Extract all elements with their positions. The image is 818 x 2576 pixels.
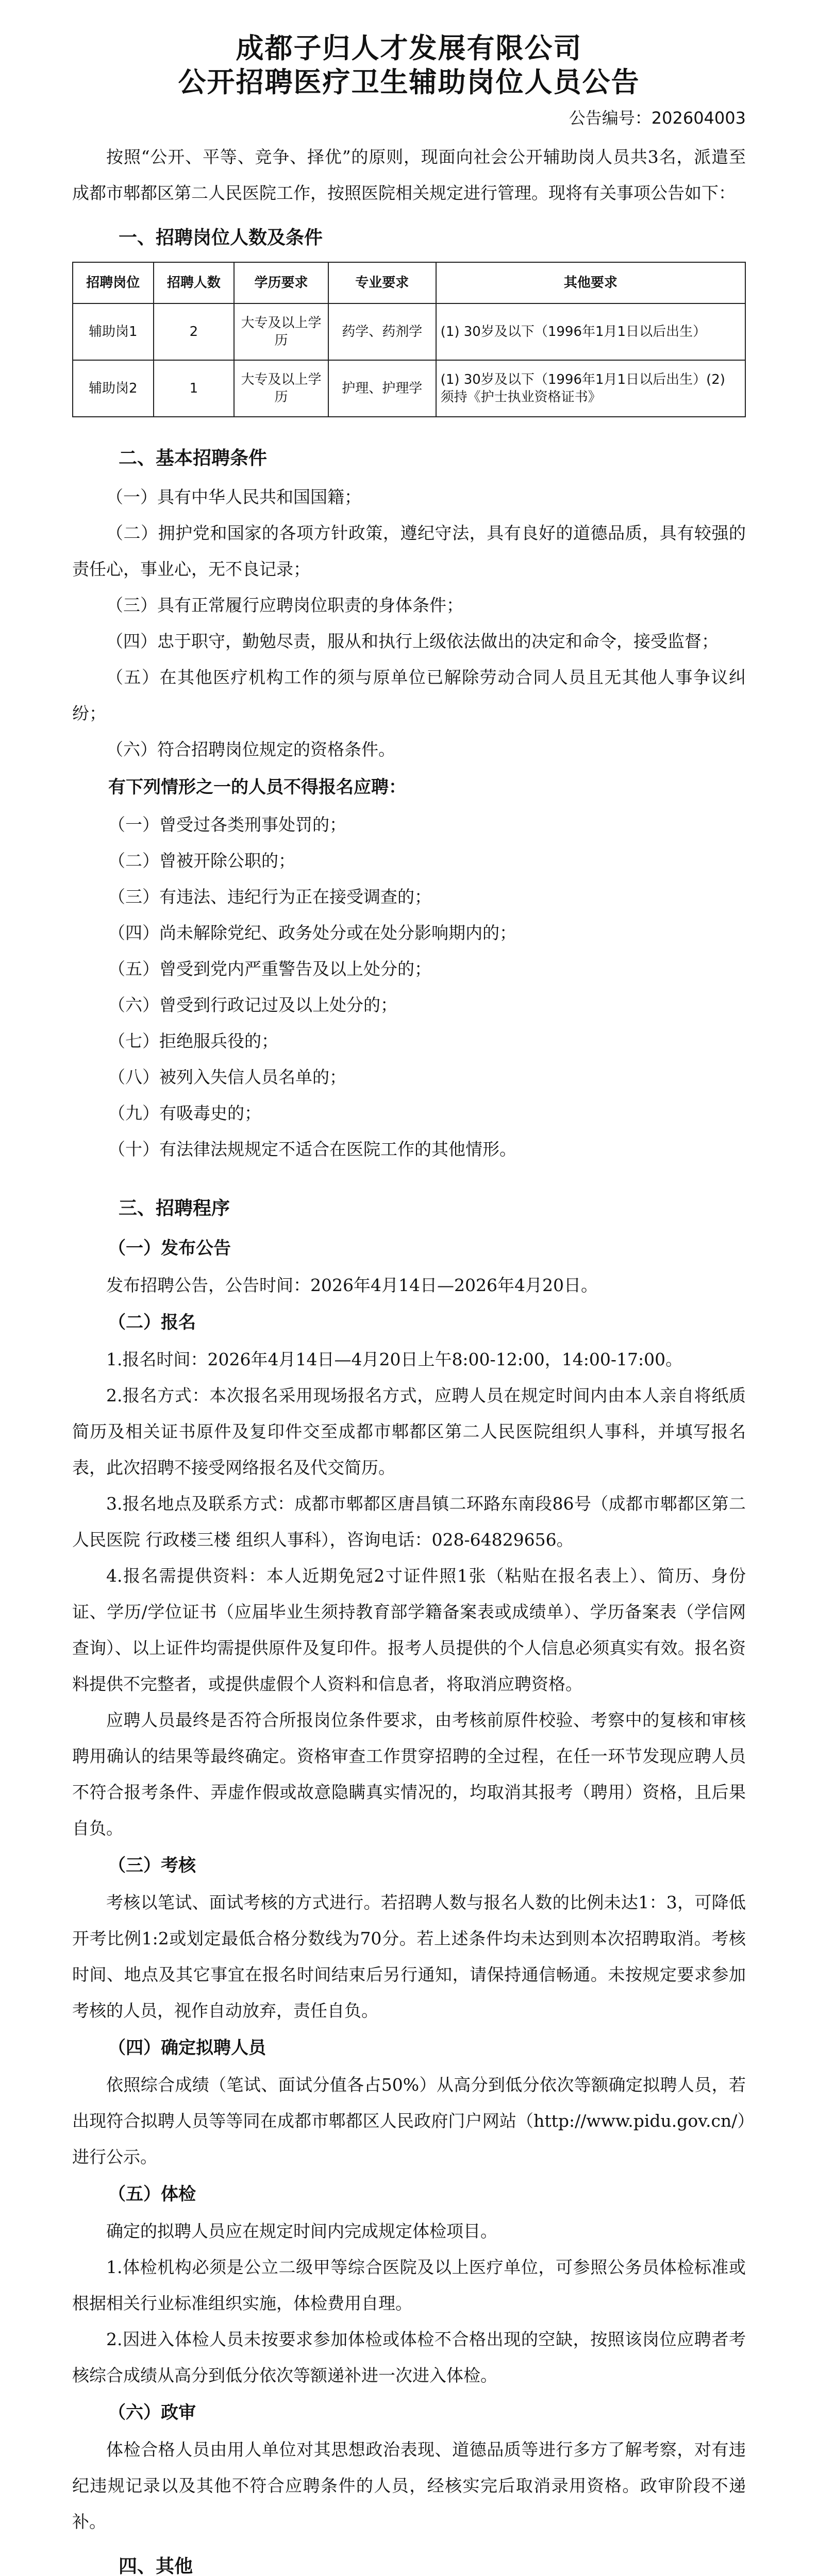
table-header: 其他要求: [436, 262, 745, 303]
table-row: [73, 360, 745, 417]
table-cell: 2: [154, 303, 235, 360]
condition-item: （一）具有中华人民共和国国籍；: [106, 487, 361, 507]
table-header: 专业要求: [328, 262, 436, 303]
table-cell: 大专及以上学历: [234, 303, 328, 360]
table-header: 学历要求: [234, 262, 328, 303]
title-line-1: 成都子归人才发展有限公司: [236, 31, 582, 64]
table-cell: 1: [154, 360, 235, 417]
ineligible-item: （二）曾被开除公职的；: [108, 851, 295, 871]
intro-paragraph: 按照“公开、平等、竞争、择优”的原则，现面向社会公开辅助岗人员共3名，派遣至成都市郫都区第二人民医院工作，按照医院相关规定进行管理。现将有关事项公告如下：: [72, 147, 746, 203]
step-3-text: 考核以笔试、面试考核的方式进行。若招聘人数与报名人数的比例未达1：3，可降低开考比例1:2或划定最低合格分数线为70分。若上述条件均未达到则本次招聘取消。考核时间、地点及其它事宜在报名时间结束后另行通知，请保持通信畅通。未按规定要求参加考核的人员，视作自动放弃，责任自负。: [72, 1892, 746, 2021]
step-2-item: 应聘人员最终是否符合所报岗位条件要求，由考核前原件校验、考察中的复核和审核聘用确认的结果等最终确定。资格审查工作贯穿招聘的全过程，在任一环节发现应聘人员不符合报考条件、弄虚作假或故意隐瞒真实情况的，均取消其报考（聘用）资格，且后果自负。: [72, 1710, 746, 1838]
step-2-item: 2.报名方式：本次报名采用现场报名方式，应聘人员在规定时间内由本人亲自将纸质简历及相关证书原件及复印件交至成都市郫都区第二人民医院组织人事科，并填写报名表，此次招聘不接受网络报名及代交简历。: [72, 1385, 746, 1478]
step-1-heading: （一）发布公告: [108, 1238, 231, 1259]
condition-item: （四）忠于职守，勤勉尽责，服从和执行上级依法做出的决定和命令，接受监督；: [106, 631, 719, 651]
condition-item: （五）在其他医疗机构工作的须与原单位已解除劳动合同人员且无其他人事争议纠纷；: [72, 667, 746, 723]
table-cell: 药学、药剂学: [328, 303, 436, 360]
table-cell: 大专及以上学历: [234, 360, 328, 417]
ineligible-heading: 有下列情形之一的人员不得报名应聘：: [108, 777, 406, 798]
condition-item: （二）拥护党和国家的各项方针政策，遵纪守法，具有良好的道德品质，具有较强的责任心，事业心，无不良记录；: [72, 523, 746, 579]
notice-number: 公告编号：202604003: [569, 108, 746, 128]
table-cell: (1) 30岁及以下（1996年1月1日以后出生）(2) 须持《护士执业资格证书》: [436, 360, 745, 417]
step-6-text: 体检合格人员由用人单位对其思想政治表现、道德品质等进行多方了解考察，对有违纪违规记录以及其他不符合应聘条件的人员，经核实完后取消录用资格。政审阶段不递补。: [72, 2439, 746, 2532]
step-4-heading: （四）确定拟聘人员: [108, 2038, 266, 2058]
step-5-item: 1.体检机构必须是公立二级甲等综合医院及以上医疗单位，可参照公务员体检标准或根据相关行业标准组织实施，体检费用自理。: [72, 2257, 746, 2313]
ineligible-item: （三）有违法、违纪行为正在接受调查的；: [108, 887, 431, 907]
ineligible-item: （一）曾受过各类刑事处罚的；: [108, 815, 346, 835]
step-5-heading: （五）体检: [108, 2184, 196, 2205]
step-5-item: 2.因进入体检人员未按要求参加体检或体检不合格出现的空缺，按照该岗位应聘者考核综合成绩从高分到低分依次等额递补进一次进入体检。: [72, 2329, 746, 2385]
table-cell: 护理、护理学: [328, 360, 436, 417]
section-3-heading: 三、招聘程序: [119, 1198, 230, 1219]
ineligible-item: （五）曾受到党内严重警告及以上处分的；: [108, 959, 431, 979]
table-header-row: [73, 262, 745, 303]
step-3-heading: （三）考核: [108, 1855, 196, 1876]
step-2-heading: （二）报名: [108, 1312, 196, 1333]
step-6-heading: （六）政审: [108, 2402, 196, 2423]
ineligible-item: （七）拒绝服兵役的；: [108, 1031, 278, 1051]
section-2-heading: 二、基本招聘条件: [119, 448, 268, 469]
step-2-item: 4.报名需提供资料：本人近期免冠2寸证件照1张（粘贴在报名表上）、简历、身份证、学历/学位证书（应届毕业生须持教育部学籍备案表或成绩单）、学历备案表（学信网查询）、以上证件均需提供原件及复印件。报考人员提供的个人信息必须真实有效。报名资料提供不完整者，或提供虚假个人资料和信息者，将取消应聘资格。: [72, 1566, 746, 1694]
title-line-2: 公开招聘医疗卫生辅助岗位人员公告: [178, 65, 640, 98]
step-2-item: 1.报名时间：2026年4月14日—4月20日上午8:00-12:00，14:00-17:00。: [106, 1349, 683, 1369]
ineligible-item: （十）有法律法规规定不适合在医院工作的其他情形。: [108, 1139, 516, 1159]
table-cell: 辅助岗2: [73, 360, 154, 417]
table-cell: 辅助岗1: [73, 303, 154, 360]
table-header: 招聘人数: [154, 262, 235, 303]
positions-table: [72, 262, 746, 417]
ineligible-item: （九）有吸毒史的；: [108, 1103, 261, 1123]
condition-item: （三）具有正常履行应聘岗位职责的身体条件；: [106, 595, 463, 615]
condition-item: （六）符合招聘岗位规定的资格条件。: [106, 739, 395, 759]
section-4-heading: 四、其他: [119, 2556, 193, 2576]
table-header: 招聘岗位: [73, 262, 154, 303]
table-row: [73, 303, 745, 360]
ineligible-item: （六）曾受到行政记过及以上处分的；: [108, 995, 397, 1015]
table-cell: (1) 30岁及以下（1996年1月1日以后出生）: [436, 303, 745, 360]
step-4-text: 依照综合成绩（笔试、面试分值各占50%）从高分到低分依次等额确定拟聘人员，若出现符合拟聘人员等等同在成都市郫都区人民政府门户网站（http://www.pidu.gov.cn/）进行公示。: [72, 2075, 746, 2167]
step-2-item: 3.报名地点及联系方式：成都市郫都区唐昌镇二环路东南段86号（成都市郫都区第二人民医院 行政楼三楼 组织人事科），咨询电话：028-64829656。: [72, 1494, 746, 1550]
step-5-item: 确定的拟聘人员应在规定时间内完成规定体检项目。: [106, 2221, 497, 2241]
section-1-heading: 一、招聘岗位人数及条件: [119, 227, 323, 248]
ineligible-item: （八）被列入失信人员名单的；: [108, 1067, 346, 1087]
ineligible-item: （四）尚未解除党纪、政务处分或在处分影响期内的；: [108, 923, 516, 943]
step-1-text: 发布招聘公告，公告时间：2026年4月14日—2026年4月20日。: [106, 1275, 598, 1295]
